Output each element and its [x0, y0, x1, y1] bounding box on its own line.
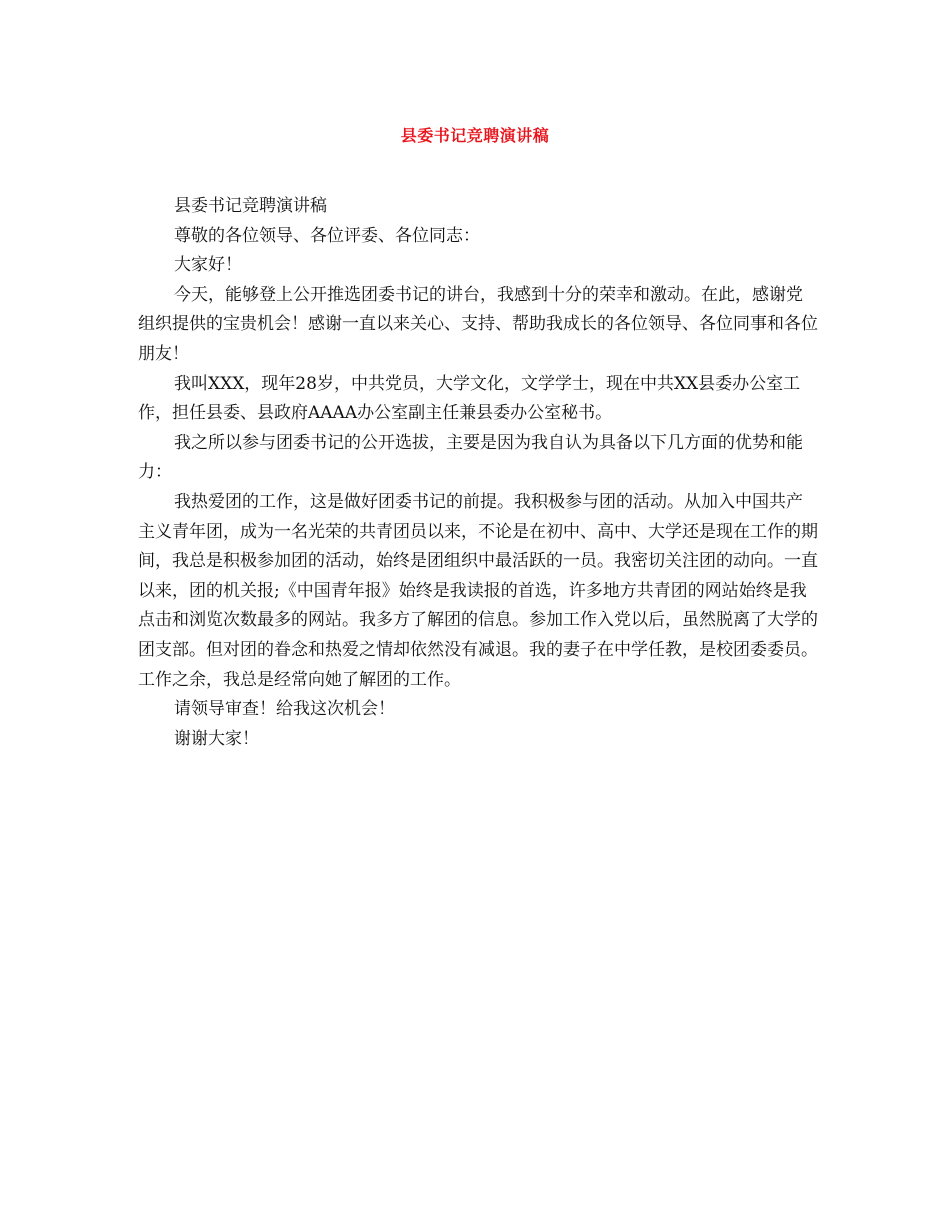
- paragraph-request: 请领导审查！给我这次机会！: [174, 699, 395, 720]
- paragraph-introduction: 我叫XXX，现年28岁，中共党员，大学文化，文学学士，现在中共XX县委办公室工作，担任县委、县政府AAAA办公室副主任兼县委办公室秘书。: [138, 373, 801, 424]
- paragraph-thanks: 谢谢大家！: [174, 728, 259, 749]
- paragraph-main: 我热爱团的工作，这是做好团委书记的前提。我积极参与团的活动。从加入中国共产主义青年团，成为一名光荣的共青团员以来，不论是在初中、高中、大学还是现在工作的期间，我总是积极参加团的活动，始终是团组织中最活跃的一员。我密切关注团的动向。一直以来，团的机关报;《中国青年报》始终是我读报的首选，许多地方共青团的网站始终是我点击和浏览次数最多的网站。我多方了解团的信息。参加工作入党以后，虽然脱离了大学的团支部。但对团的眷念和热爱之情却依然没有减退。我的妻子在中学任教，是校团委委员。工作之余，我总是经常向她了解团的工作。: [138, 491, 818, 690]
- document-body: [138, 192, 818, 754]
- document-title: 县委书记竞聘演讲稿: [400, 126, 550, 145]
- paragraph-heading: 县委书记竞聘演讲稿: [174, 196, 327, 216]
- paragraph-motivation: 我之所以参与团委书记的公开选拔，主要是因为我自认为具备以下几方面的优势和能力：: [138, 432, 803, 483]
- paragraph-salutation: 尊敬的各位领导、各位评委、各位同志：: [174, 225, 480, 246]
- paragraph-opening: 今天，能够登上公开推选团委书记的讲台，我感到十分的荣幸和激动。在此，感谢党组织提供的宝贵机会！感谢一直以来关心、支持、帮助我成长的各位领导、各位同事和各位朋友！: [138, 284, 818, 364]
- paragraph-greeting: 大家好！: [174, 255, 242, 276]
